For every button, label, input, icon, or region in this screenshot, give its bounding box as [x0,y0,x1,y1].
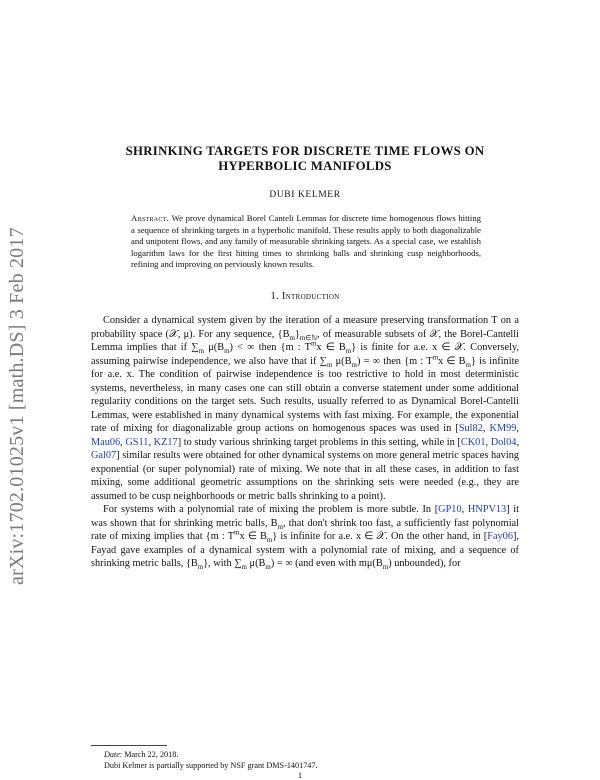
citation-link[interactable]: GP10 [438,504,462,515]
footnotes [104,749,504,771]
title-line-1: SHRINKING TARGETS FOR DISCRETE TIME FLOWS ON [125,144,485,158]
citation-link[interactable]: Mau06 [91,436,121,448]
citation-link[interactable]: KZ17 [153,436,178,448]
citation-link[interactable]: HNPV13 [467,504,507,515]
citation-link[interactable]: Dol04 [490,436,517,448]
section-title: Introduction [281,291,340,302]
abstract-label: Abstract. [131,213,170,223]
page-number: 1 [297,770,303,780]
paper-title [100,144,510,174]
footnote-divider [91,745,167,746]
citation-link[interactable]: Sul82 [458,423,483,434]
footnote-date: Date: March 22, 2018. [104,750,179,759]
title-line-2: HYPERBOLIC MANIFOLDS [218,159,392,173]
paragraph-2: For systems with a polynomial rate of mixing the problem is more subtle. In [GP10, HNPV13] it was shown that for shrinking metric balls, $B_m$, that don't shrink too fast, a sufficiently fast polynomial rate of mixing implies that {m : $T^mx$ ∈ $B_m$} is infinite for a.e. x ∈ 𝒳. On the other hand, in [Fay06], Fayad gave examples of a dynamical system with a polynomial rate of mixing, and a sequence of shrinking metric balls, $\{B_m\}$, with $\sum_m$ $\mu(B_m)$ = ∞ (and even with $m\mu(B_m)$ unbounded), for [91,504,519,572]
body-text [91,314,519,571]
section-number: 1. [270,291,279,302]
footnote-support: Dubi Kelmer is partially supported by NSF grant DMS-1401747. [104,761,318,770]
arxiv-identifier-stamp: arXiv:1702.01025v1 [math.DS] 3 Feb 2017 [6,227,28,585]
citation-link[interactable]: CK01 [460,436,486,448]
citation-link[interactable]: Fay06 [487,531,513,542]
abstract [131,213,481,271]
citation-link[interactable]: GS11 [125,436,149,448]
citation-link[interactable]: KM99 [489,423,517,434]
abstract-text: We prove dynamical Borel Canteli Lemmas for discrete time homogenous flows hitting a sequence of shrinking targets in a hyperbolic manifold. These results apply to both diagonalizable and unipotent flows, and any family of measurable shrinking targets. As a special case, we establish logarithm laws for the first hitting times to shrinking balls and shrinking cusp neighborhoods, refining and improving on perviously known results. [131,213,482,270]
section-heading [100,291,510,302]
citation-link[interactable]: Gal07 [91,450,117,461]
author-name: DUBI KELMER [269,190,341,200]
paragraph-1: Consider a dynamical system given by the iteration of a measure preserving transformation T on a probability space (𝒳, μ). For any sequence, $\{B_m\}_{m\in ℕ}$, of measurable subsets of 𝒳, the Borel-Cantelli Lemma implies that if $\sum_m$ $\mu(B_m)$ < ∞ then {m : $T^mx$ ∈ $B_m$} is finite for a.e. x ∈ 𝒳. Conversely, assuming pairwise independence, we also have that if $\sum_m$ $\mu(B_m)$ = ∞ then {m : $T^mx$ ∈ $B_m$} is infinite for a.e. x. The condition of pairwise independence is too restrictive to hold in most deterministic systems, nevertheless, in many cases one can still obtain a converse statement under some additional regularity conditions on the target sets. Such results, usually referred to as Dynamical Borel-Cantelli Lemmas, were established in many dynamical systems with fast mixing. For example, the exponential rate of mixing for diagonalizable group actions on homogenous spaces was used in [Sul82, KM99, Mau06, GS11, KZ17] to study various shrinking target problems in this setting, while in [CK01, Dol04, Gal07] similar results were obtained for other dynamical systems on more general metric spaces having exponential (or super polynomial) rate of mixing. We note that in all these cases, in addition to fast mixing, some additional geometric assumptions on the shrinking sets were needed (e.g., they are assumed to be cusp neighborhoods or metric balls shrinking to a point). [91,315,520,502]
